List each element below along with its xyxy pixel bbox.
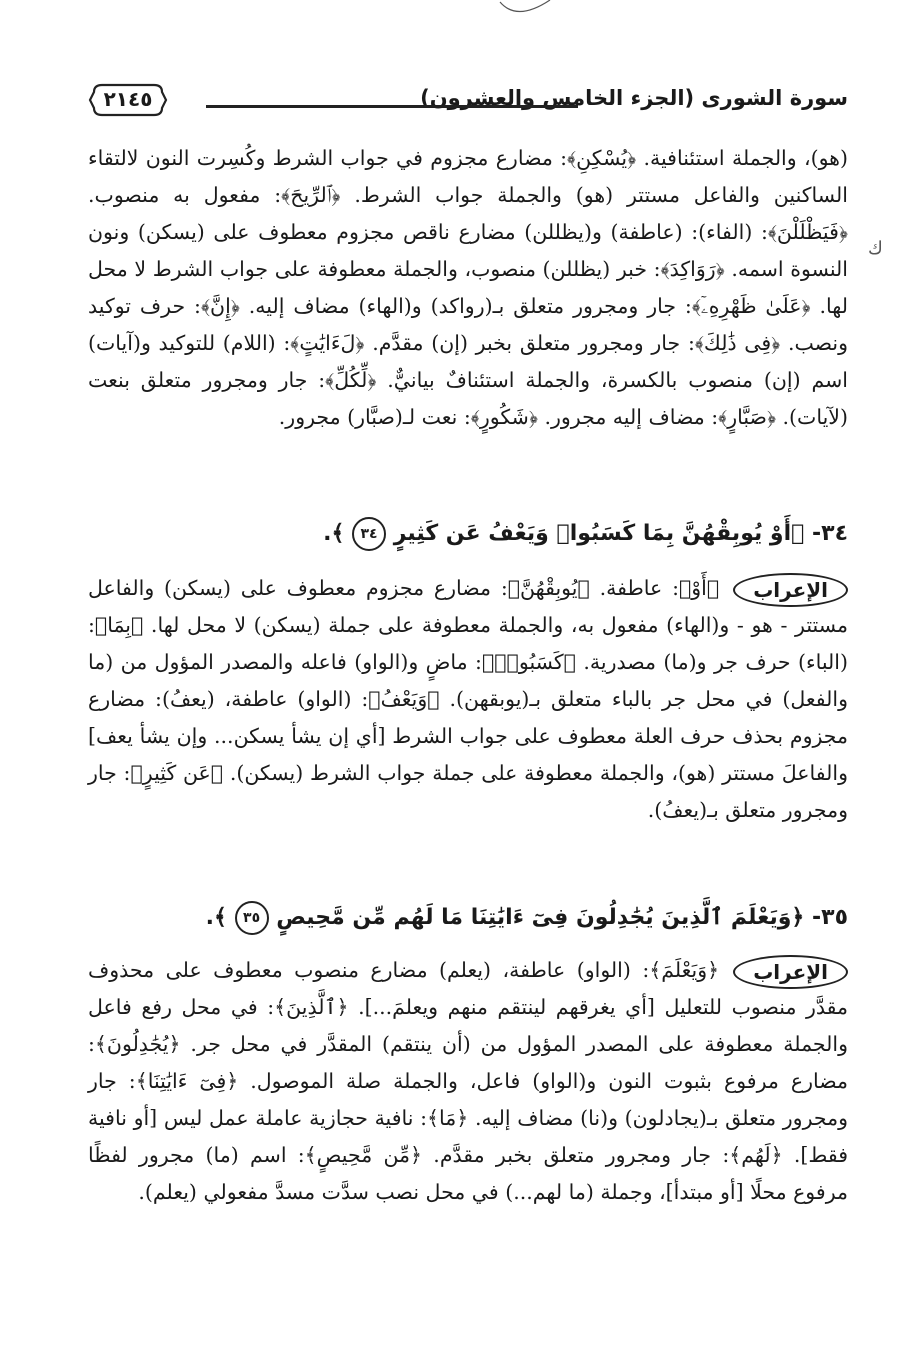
ayah-marker: ٣٤	[352, 517, 386, 551]
scan-curve-decoration	[495, 0, 555, 22]
irab-section-34	[88, 570, 848, 829]
page-header	[88, 82, 848, 122]
ayah-marker: ٣٥	[235, 901, 269, 935]
running-header-title: سورة الشورى (الجزء الخامس والعشرون)	[420, 86, 848, 110]
verse-35	[88, 898, 848, 938]
page-number-badge	[88, 82, 168, 118]
irab-label: الإعراب	[733, 955, 848, 989]
verse-number: ٣٥-	[812, 905, 848, 930]
verse-number: ٣٤-	[812, 521, 848, 546]
irab-paragraph: ﴿أَوْ﴾: عاطفة. ﴿يُوبِقْهُنَّ﴾: مضارع مجزوم معطوف على (يسكن) والفاعل مستتر - هو - و(الهاء) مفعول به، والجملة معطوفة على جملة (يسكن) لا محل لها. ﴿بِمَا﴾: (الباء) حرف جر و(ما) مصدرية. ﴿كَسَبُوا۟﴾: ماضٍ و(الواو) فاعله والمصدر المؤول من (ما والفعل) في محل جر بالباء متعلق بـ(يوبقهن). ﴿وَيَعْفُ﴾: (الواو) عاطفة، (يعفُ): مضارع مجزوم بحذف حرف العلة معطوف على جواب الشرط [أي إن يشأ يسكن... وإن يشأ يعف] والفاعلَ مستتر (هو)، والجملة معطوفة على جملة جواب الشرط (يسكن). ﴿عَن كَثِيرٍ﴾: جار ومجرور متعلق بـ(يعفُ).	[88, 576, 848, 822]
header-rule	[206, 105, 578, 108]
verse-text: ﴿وَيَعْلَمَ ٱلَّذِينَ يُجَٰدِلُونَ فِىٓ ءَايَٰتِنَا مَا لَهُم مِّن مَّحِيصٍ	[276, 905, 805, 930]
verse-34	[88, 514, 848, 554]
verse-close: ﴾.	[205, 905, 227, 930]
commentary-top	[88, 140, 848, 436]
irab-label: الإعراب	[733, 573, 848, 607]
margin-mark: ﻙ	[868, 238, 883, 259]
page-number: ٢١٤٥	[103, 87, 153, 111]
irab-section-35	[88, 952, 848, 1211]
commentary-paragraph: (هو)، والجملة استئنافية. ﴿يُسْكِنِ﴾: مضارع مجزوم في جواب الشرط وكُسِرت النون لالتقاء الساكنين والفاعل مستتر (هو) والجملة جواب الشرط. ﴿ٱلرِّيحَ﴾: مفعول به منصوب. ﴿فَيَظْلَلْنَ﴾: (الفاء): (عاطفة) و(يظللن) مضارع ناقص مجزوم معطوف على (يسكن) ونون النسوة اسمه. ﴿رَوَاكِدَ﴾: خبر (يظللن) منصوب، والجملة معطوفة على جواب الشرط لا محل لها. ﴿عَلَىٰ ظَهْرِهِۦٓ﴾: جار ومجرور متعلق بـ(رواكد) و(الهاء) مضاف إليه. ﴿إِنَّ﴾: حرف توكيد ونصب. ﴿فِى ذَٰلِكَ﴾: جار ومجرور متعلق بخبر (إن) مقدَّم. ﴿لَءَايَٰتٍ﴾: (اللام) للتوكيد و(آيات) اسم (إن) منصوب بالكسرة، والجملة استئنافٌ بيانيٌّ. ﴿لِّكُلِّ﴾: جار ومجرور متعلق بنعت (لآيات). ﴿صَبَّارٍ﴾: مضاف إليه مجرور. ﴿شَكُورٍ﴾: نعت لـ(صبَّار) مجرور.	[88, 146, 848, 429]
verse-close: ﴾.	[323, 521, 345, 546]
irab-paragraph: ﴿وَيَعْلَمَ﴾: (الواو) عاطفة، (يعلم) مضارع منصوب معطوف على محذوف مقدَّر منصوب للتعليل [أي يغرقهم لينتقم منهم ويعلمَ...]. ﴿ٱلَّذِينَ﴾: في محل رفع فاعل والجملة معطوفة على المصدر المؤول من (أن ينتقم) المقدَّر في محل جر. ﴿يُجَٰدِلُونَ﴾: مضارع مرفوع بثبوت النون و(الواو) فاعل، والجملة صلة الموصول. ﴿فِىٓ ءَايَٰتِنَا﴾: جار ومجرور متعلق بـ(يجادلون) و(نا) مضاف إليه. ﴿مَا﴾: نافية حجازية عاملة عمل ليس [أو نافية فقط]. ﴿لَهُم﴾: جار ومجرور متعلق بخبر مقدَّم. ﴿مِّن مَّحِيصٍ﴾: اسم (ما) مجرور لفظًا مرفوع محلًا [أو مبتدأ]، وجملة (ما لهم...) في محل نصب سدَّت مسدَّ مفعولي (يعلم).	[88, 958, 848, 1204]
verse-text: ﴿أَوْ يُوبِقْهُنَّ بِمَا كَسَبُوا۟ وَيَعْفُ عَن كَثِيرٍ	[393, 521, 805, 546]
